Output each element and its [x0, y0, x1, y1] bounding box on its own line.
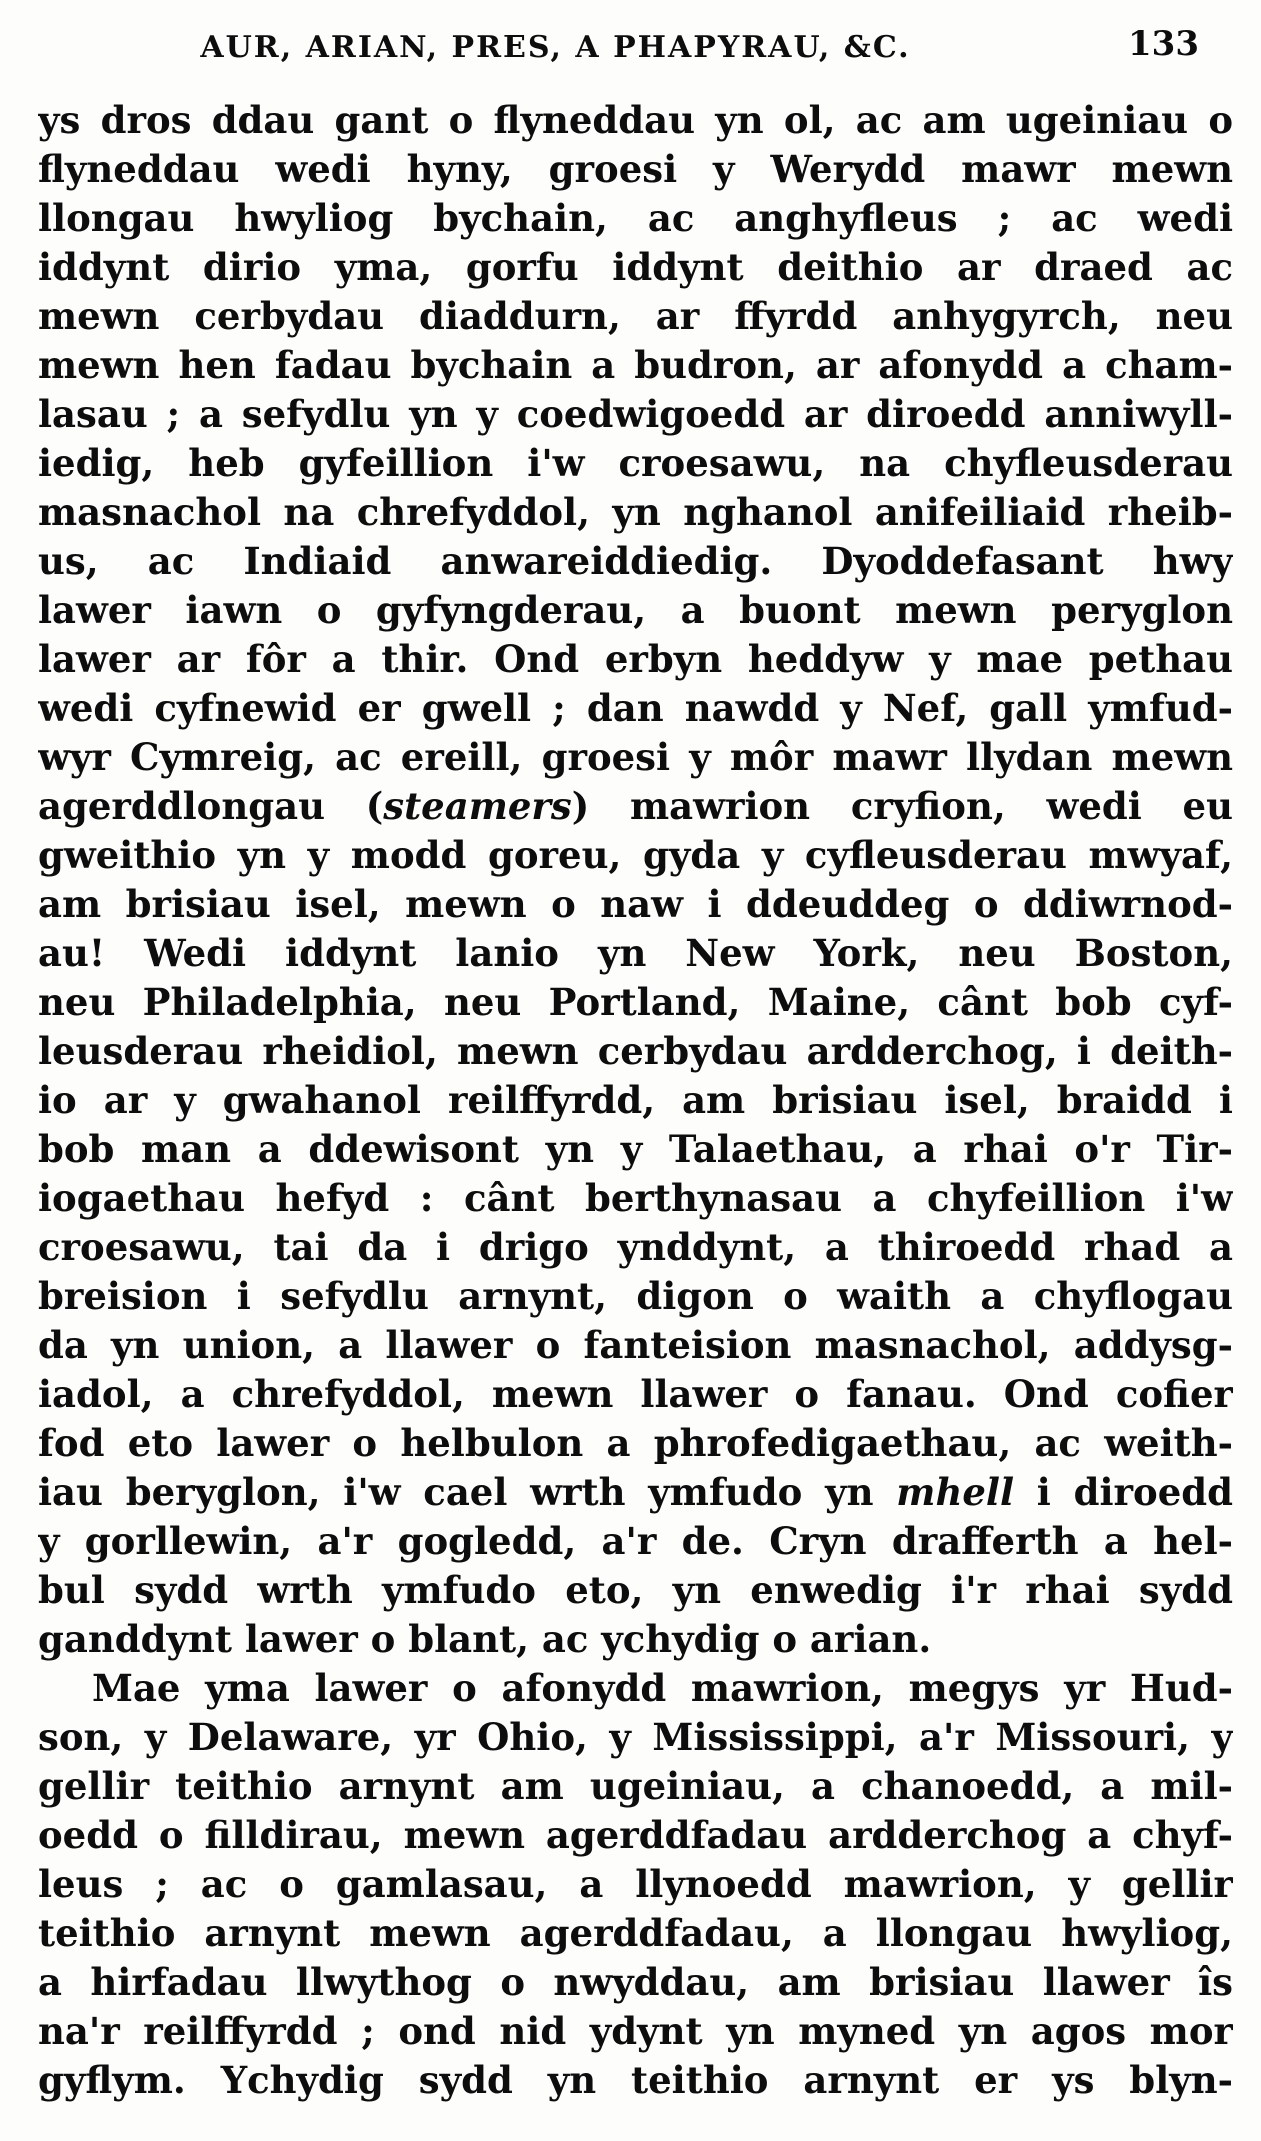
- text-segment: iedig, heb gyfeillion i'w croesawu, na chyfleusderau: [38, 441, 1233, 485]
- text-line: [38, 194, 1233, 243]
- text-line: [38, 1027, 1233, 1076]
- text-line: [38, 1076, 1233, 1125]
- text-segment: breision i sefydlu arnynt, digon o waith a chyflogau: [38, 1274, 1233, 1318]
- text-line: [38, 292, 1233, 341]
- text-segment: wedi cyfnewid er gwell ; dan nawdd y Nef, gall ymfud-: [38, 686, 1233, 730]
- text-line: [38, 488, 1233, 537]
- text-line: [38, 341, 1233, 390]
- text-segment: neu Philadelphia, neu Portland, Maine, cânt bob cyf-: [38, 980, 1233, 1024]
- text-line: [38, 2007, 1233, 2056]
- text-line: [38, 635, 1233, 684]
- text-segment: da yn union, a llawer o fanteision masnachol, addysg-: [38, 1323, 1233, 1367]
- paragraph: [38, 96, 1233, 1664]
- text-line: [38, 1811, 1233, 1860]
- text-segment: son, y Delaware, yr Ohio, y Mississippi, a'r Missouri, y: [38, 1715, 1233, 1759]
- text-line: [38, 1664, 1233, 1713]
- text-line: [38, 537, 1233, 586]
- text-segment: au! Wedi iddynt lanio yn New York, neu Boston,: [38, 931, 1233, 975]
- page-number: 133: [1128, 24, 1199, 64]
- paragraph: [38, 1664, 1233, 2105]
- text-segment: mewn hen fadau bychain a budron, ar afonydd a cham-: [38, 343, 1233, 387]
- text-segment: us, ac Indiaid anwareiddiedig. Dyoddefasant hwy: [38, 539, 1233, 583]
- text-segment: lawer iawn o gyfyngderau, a buont mewn peryglon: [38, 588, 1233, 632]
- text-line: [38, 1713, 1233, 1762]
- text-line: [38, 1958, 1233, 2007]
- text-line: [38, 1370, 1233, 1419]
- italic-text: steamers: [383, 784, 572, 828]
- text-line: [38, 880, 1233, 929]
- text-line: [38, 978, 1233, 1027]
- text-segment: na'r reilffyrdd ; ond nid ydynt yn myned yn agos mor: [38, 2009, 1233, 2053]
- text-segment: flyneddau wedi hyny, groesi y Werydd mawr mewn: [38, 147, 1233, 191]
- text-segment: agerddlongau (: [38, 784, 384, 828]
- text-segment: ganddynt lawer o blant, ac ychydig o arian.: [38, 1617, 932, 1661]
- text-line: [38, 1517, 1233, 1566]
- text-segment: iddynt dirio yma, gorfu iddynt deithio ar draed ac: [38, 245, 1233, 289]
- text-line: [38, 586, 1233, 635]
- text-segment: Mae yma lawer o afonydd mawrion, megys yr Hud-: [92, 1666, 1233, 1710]
- text-line: [38, 2056, 1233, 2105]
- text-line: [38, 831, 1233, 880]
- text-segment: iogaethau hefyd : cânt berthynasau a chyfeillion i'w: [38, 1176, 1233, 1220]
- text-line: [38, 390, 1233, 439]
- text-line: [38, 1909, 1233, 1958]
- text-line: [38, 1615, 1233, 1664]
- text-segment: croesawu, tai da i drigo ynddynt, a thiroedd rhad a: [38, 1225, 1233, 1269]
- text-segment: leus ; ac o gamlasau, a llynoedd mawrion, y gellir: [38, 1862, 1233, 1906]
- text-line: [38, 145, 1233, 194]
- text-line: [38, 96, 1233, 145]
- text-segment: am brisiau isel, mewn o naw i ddeuddeg o ddiwrnod-: [38, 882, 1233, 926]
- text-segment: wyr Cymreig, ac ereill, groesi y môr mawr llydan mewn: [38, 735, 1233, 779]
- text-segment: lasau ; a sefydlu yn y coedwigoedd ar diroedd anniwyll-: [38, 392, 1233, 436]
- text-segment: i diroedd: [1014, 1470, 1233, 1514]
- text-line: [38, 439, 1233, 488]
- text-segment: gweithio yn y modd goreu, gyda y cyfleusderau mwyaf,: [38, 833, 1233, 877]
- text-line: [38, 684, 1233, 733]
- text-segment: lawer ar fôr a thir. Ond erbyn heddyw y mae pethau: [38, 637, 1233, 681]
- text-segment: io ar y gwahanol reilffyrdd, am brisiau isel, braidd i: [38, 1078, 1233, 1122]
- text-line: [38, 1223, 1233, 1272]
- page-header: [38, 24, 1233, 76]
- text-segment: a hirfadau llwythog o nwyddau, am brisiau llawer îs: [38, 1960, 1233, 2004]
- body-text: [38, 96, 1233, 2105]
- text-segment: ys dros ddau gant o flyneddau yn ol, ac am ugeiniau o: [38, 98, 1233, 142]
- text-segment: oedd o filldirau, mewn agerddfadau ardderchog a chyf-: [38, 1813, 1233, 1857]
- text-line: [38, 1125, 1233, 1174]
- text-segment: ) mawrion cryfion, wedi eu: [571, 784, 1233, 828]
- text-segment: bul sydd wrth ymfudo eto, yn enwedig i'r rhai sydd: [38, 1568, 1233, 1612]
- text-line: [38, 1566, 1233, 1615]
- text-line: [38, 1419, 1233, 1468]
- text-line: [38, 1272, 1233, 1321]
- text-segment: teithio arnynt mewn agerddfadau, a llongau hwyliog,: [38, 1911, 1233, 1955]
- text-line: [38, 1860, 1233, 1909]
- running-title: AUR, ARIAN, PRES, A PHAPYRAU, &C.: [200, 30, 911, 65]
- text-line: [38, 243, 1233, 292]
- text-segment: gellir teithio arnynt am ugeiniau, a chanoedd, a mil-: [38, 1764, 1233, 1808]
- text-line: [38, 1174, 1233, 1223]
- text-segment: fod eto lawer o helbulon a phrofedigaethau, ac weith-: [38, 1421, 1233, 1465]
- text-line: [38, 1762, 1233, 1811]
- text-line: [38, 1321, 1233, 1370]
- text-line: [38, 929, 1233, 978]
- text-line: [38, 1468, 1233, 1517]
- text-segment: masnachol na chrefyddol, yn nghanol anifeiliaid rheib-: [38, 490, 1233, 534]
- text-segment: y gorllewin, a'r gogledd, a'r de. Cryn drafferth a hel-: [38, 1519, 1233, 1563]
- text-segment: iadol, a chrefyddol, mewn llawer o fanau. Ond cofier: [38, 1372, 1233, 1416]
- text-line: [38, 782, 1233, 831]
- text-segment: bob man a ddewisont yn y Talaethau, a rhai o'r Tir-: [38, 1127, 1233, 1171]
- text-segment: leusderau rheidiol, mewn cerbydau ardderchog, i deith-: [38, 1029, 1233, 1073]
- text-line: [38, 733, 1233, 782]
- text-segment: iau beryglon, i'w cael wrth ymfudo yn: [38, 1470, 897, 1514]
- text-segment: llongau hwyliog bychain, ac anghyfleus ; ac wedi: [38, 196, 1233, 240]
- text-segment: mewn cerbydau diaddurn, ar ffyrdd anhygyrch, neu: [38, 294, 1233, 338]
- italic-text: mhell: [896, 1470, 1014, 1514]
- text-segment: gyflym. Ychydig sydd yn teithio arnynt er ys blyn-: [38, 2058, 1233, 2102]
